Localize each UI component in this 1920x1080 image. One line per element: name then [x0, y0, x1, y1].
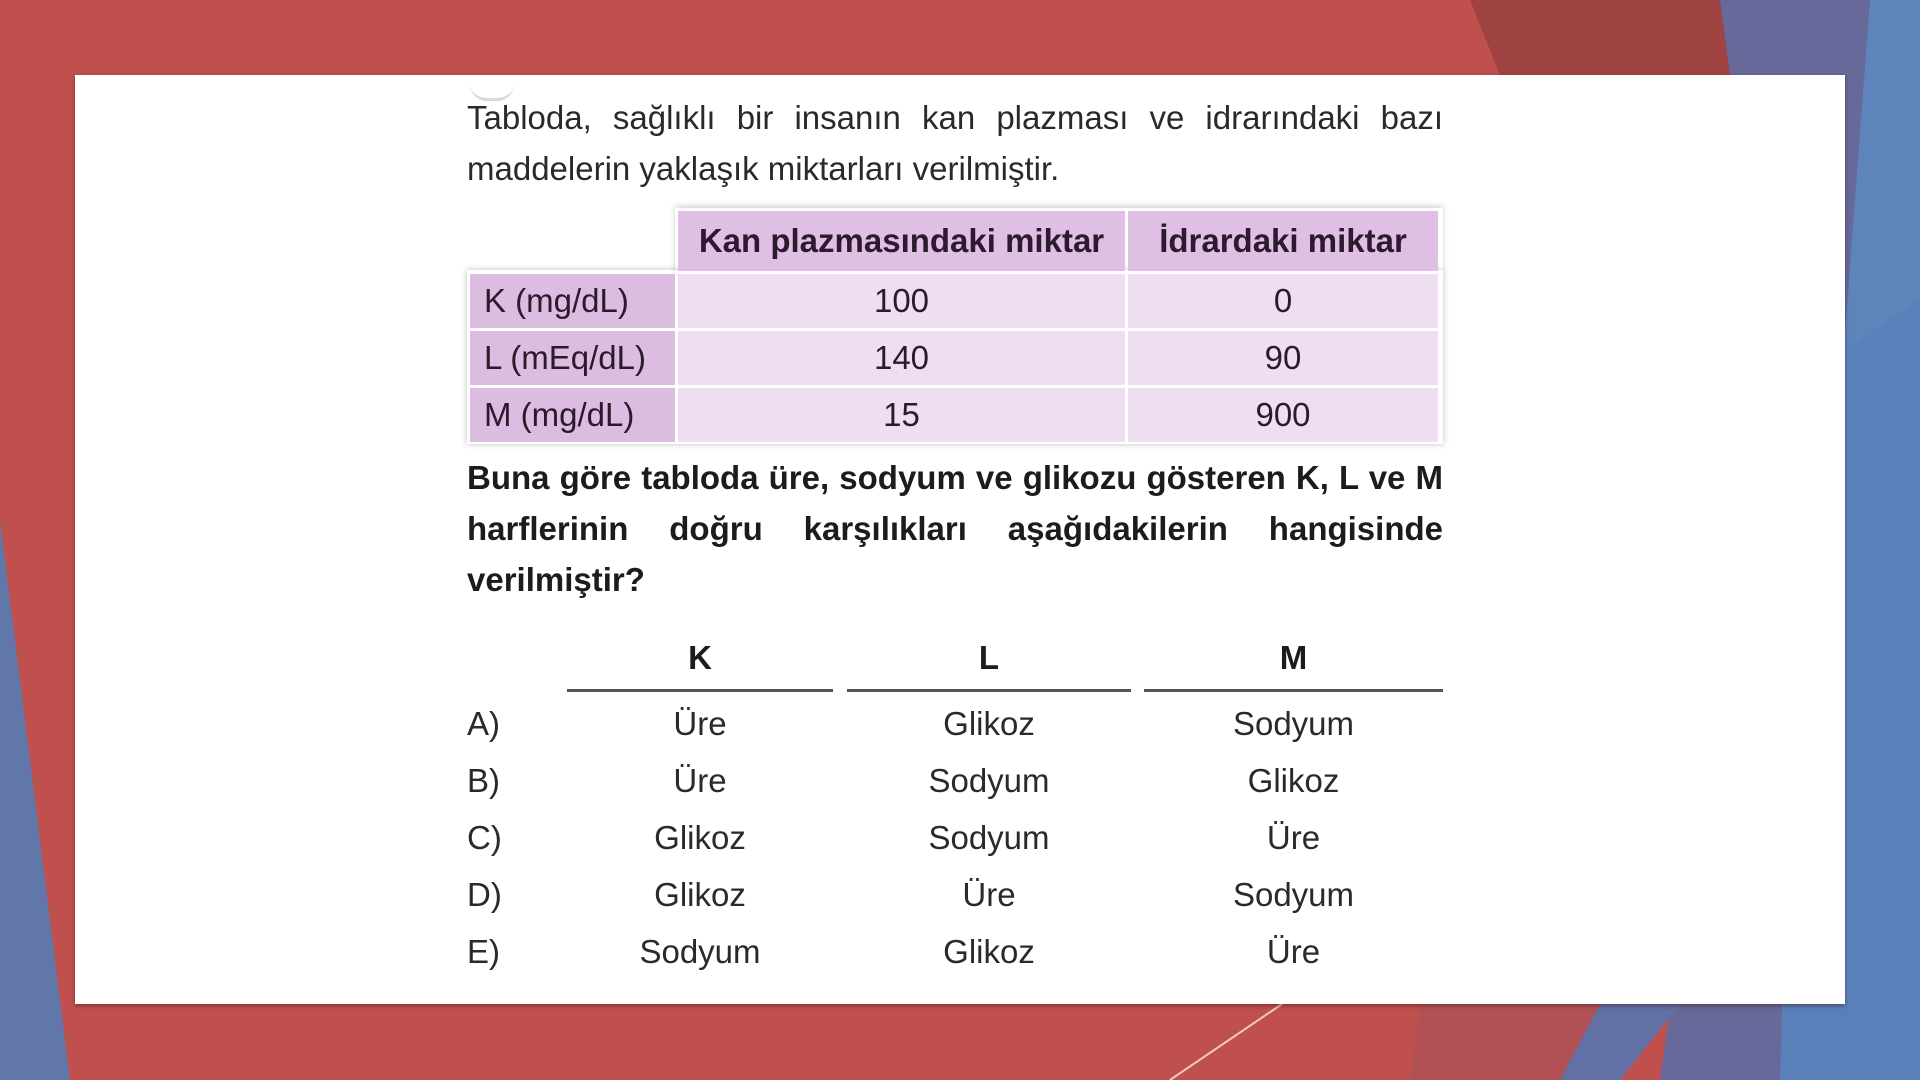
option-k-value: Glikoz	[654, 819, 746, 856]
option-a[interactable]	[467, 695, 1443, 752]
options-header-k: K	[567, 639, 833, 692]
option-letter: E)	[467, 933, 500, 970]
row-label: L (mEq/dL)	[470, 331, 675, 385]
urine-value: 90	[1128, 331, 1438, 385]
question-text: Buna göre tabloda üre, sodyum ve glikozu gösteren K, L ve M harflerinin doğru karşılıkları aşağıdakilerin hangisinde verilmiştir?	[467, 459, 1443, 598]
option-letter: C)	[467, 819, 502, 856]
option-letter: A)	[467, 705, 500, 742]
option-letter: B)	[467, 762, 500, 799]
urine-value: 900	[1128, 388, 1438, 442]
option-d[interactable]	[467, 866, 1443, 923]
intro-text: Tabloda, sağlıklı bir insanın kan plazması ve idrarındaki bazı maddelerin yaklaşık miktarları verilmiştir.	[467, 99, 1443, 187]
option-e[interactable]	[467, 923, 1443, 980]
option-m-value: Üre	[1266, 819, 1321, 856]
option-l-value: Glikoz	[943, 705, 1035, 742]
option-k-value: Üre	[673, 705, 727, 742]
option-c[interactable]	[467, 809, 1443, 866]
question-content	[467, 92, 1443, 980]
option-m-value: Üre	[1266, 933, 1321, 970]
table-row	[470, 388, 1438, 442]
data-table-container	[467, 208, 1443, 444]
table-row	[470, 331, 1438, 385]
option-l-value: Sodyum	[928, 762, 1050, 799]
table-row	[470, 274, 1438, 328]
column-header-plasma: Kan plazmasındaki miktar	[678, 211, 1125, 271]
column-header-urine: İdrardaki miktar	[1128, 211, 1438, 271]
option-k-value: Glikoz	[654, 876, 746, 913]
row-label: M (mg/dL)	[470, 388, 675, 442]
options-header-l: L	[847, 639, 1131, 692]
answer-options	[467, 639, 1443, 980]
option-k-value: Üre	[673, 762, 727, 799]
option-l-value: Üre	[962, 876, 1016, 913]
option-m-value: Sodyum	[1232, 876, 1355, 913]
option-m-value: Sodyum	[1232, 705, 1355, 742]
option-l-value: Sodyum	[928, 819, 1050, 856]
plasma-value: 100	[678, 274, 1125, 328]
plasma-value: 15	[678, 388, 1125, 442]
plasma-value: 140	[678, 331, 1125, 385]
row-label: K (mg/dL)	[470, 274, 675, 328]
option-b[interactable]	[467, 752, 1443, 809]
options-header	[467, 639, 1443, 695]
option-k-value: Sodyum	[639, 933, 761, 970]
table-header-row	[470, 211, 1438, 271]
option-letter: D)	[467, 876, 502, 913]
options-header-m: M	[1144, 639, 1443, 692]
data-table	[467, 208, 1441, 445]
option-m-value: Glikoz	[1247, 762, 1340, 799]
urine-value: 0	[1128, 274, 1438, 328]
table-corner	[470, 211, 675, 271]
option-l-value: Glikoz	[943, 933, 1035, 970]
